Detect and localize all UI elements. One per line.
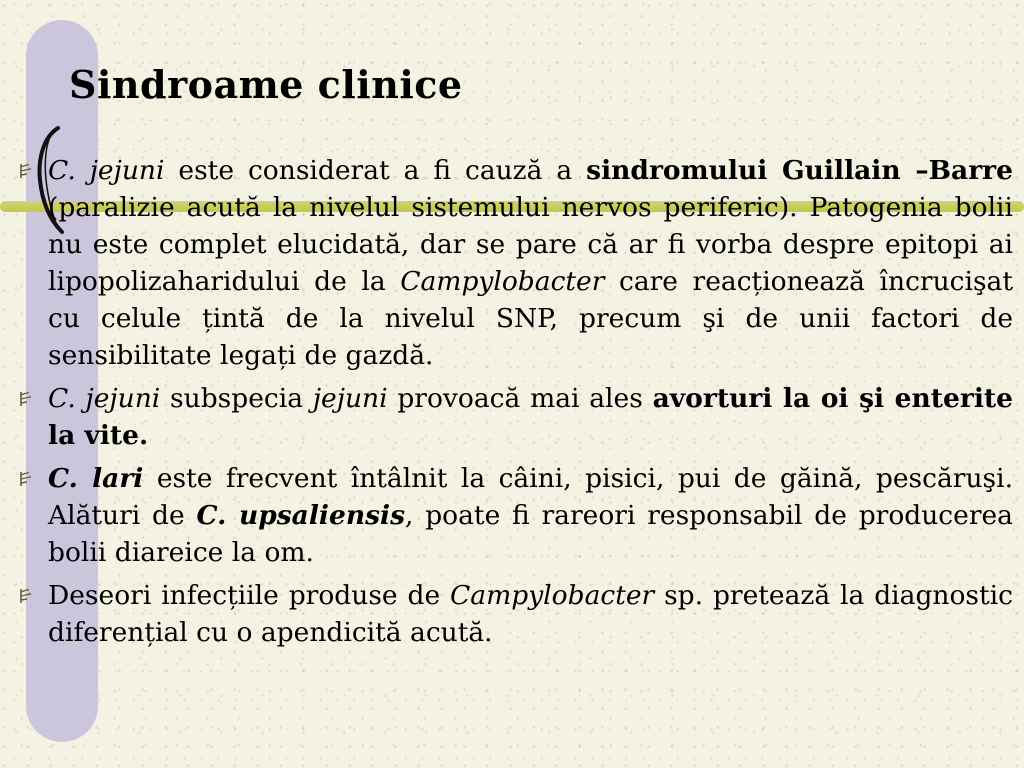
bullet-text: Deseori infecțiile produse de xyxy=(48,580,451,611)
plant-sprig-icon xyxy=(17,163,33,179)
bullet-item-2 xyxy=(48,380,1013,454)
slide-title: Sindroame clinice xyxy=(69,62,463,107)
bullet-text: C. jejuni xyxy=(48,155,165,186)
bullet-text: sindromului Guillain –Barre xyxy=(586,155,1013,186)
bullet-text: sp. pretează la diagnostic diferențial cu o apendicită acută. xyxy=(48,580,1013,648)
bullet-list xyxy=(48,152,1013,657)
plant-sprig-icon xyxy=(17,588,33,604)
bullet-text: provoacă mai ales xyxy=(387,383,653,414)
bullet-item-1 xyxy=(48,152,1013,374)
bullet-text: C. lari xyxy=(48,463,144,494)
bullet-text: C. upsaliensis xyxy=(196,500,405,531)
bullet-item-3 xyxy=(48,460,1013,571)
bullet-text: avorturi la oi şi enterite la vite. xyxy=(48,383,1014,451)
bullet-text: Campylobacter xyxy=(400,266,605,297)
bullet-text: este frecvent întâlnit la câini, pisici, pui de găină, pescăruşi. Alături de xyxy=(48,463,1014,531)
bullet-text: subspecia xyxy=(160,383,313,414)
bullet-item-4 xyxy=(48,577,1013,651)
bullet-text: , poate fi rareori responsabil de producerea bolii diareice la om. xyxy=(48,500,1013,568)
bullet-text: (paralizie acută la nivelul sistemului nervos periferic). Patogenia bolii nu este complet elucidată, dar se pare că ar fi vorba despre epitopi ai lipopolizaharidului de la xyxy=(48,192,1013,297)
plant-sprig-icon xyxy=(17,471,33,487)
bullet-text: C. jejuni xyxy=(48,383,161,414)
bullet-text: jejuni xyxy=(312,383,388,414)
bullet-text: care reacționează încrucişat cu celule țintă de la nivelul SNP, precum şi de unii factori de sensibilitate legați de gazdă. xyxy=(48,266,1014,371)
bullet-text: este considerat a fi cauză a xyxy=(164,155,587,186)
bullet-text: Campylobacter xyxy=(450,580,655,611)
plant-sprig-icon xyxy=(17,391,33,407)
